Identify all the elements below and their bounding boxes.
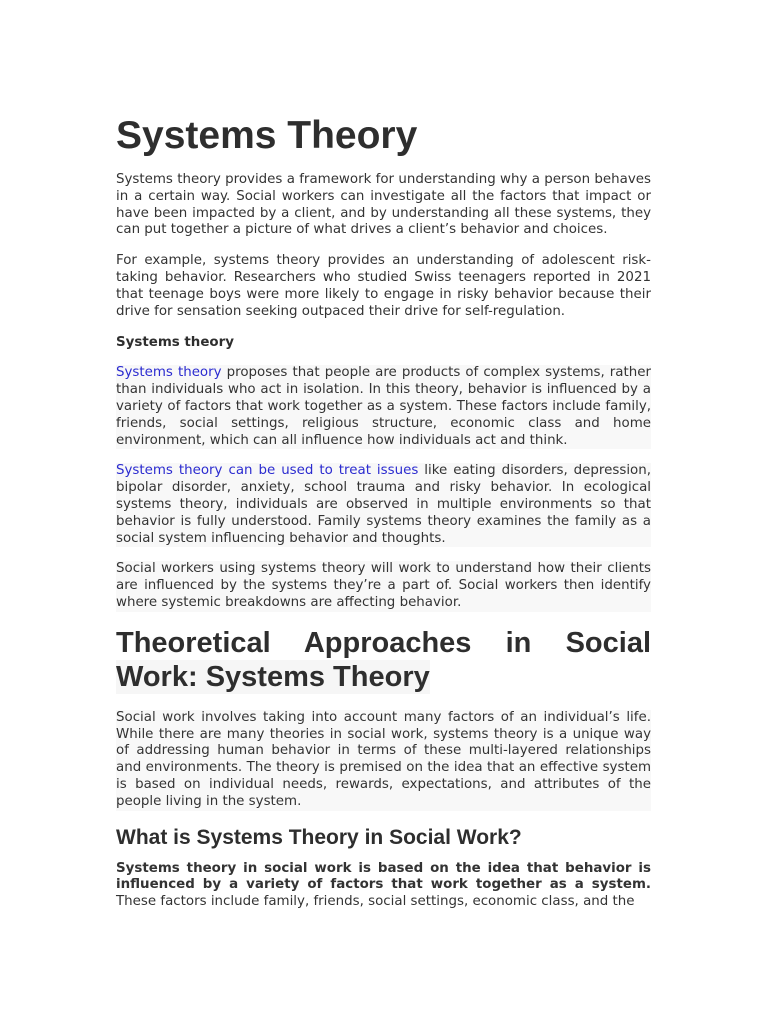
article-body [116, 112, 651, 925]
definition-text: proposes that people are products of complex systems, rather than individuals who act in isolation. In this theory, behavior is influenced by a variety of factors that work together as a system. These factors include family, friends, social settings, religious structure, economic class and home environment, which can all influence how individuals act and think. [116, 365, 651, 448]
section-heading-line2: Work: Systems Theory [116, 660, 430, 693]
intro-paragraph: Systems theory provides a framework for understanding why a person behaves in a certain way. Social workers can investigate all the factors that impact or have been impacted by a client, and by understanding all these systems, they can put together a picture of what drives a client’s behavior and choices. [116, 172, 651, 238]
page-title: Systems Theory [116, 114, 418, 157]
factors-text: These factors include family, friends, social settings, economic class, and the [116, 894, 635, 910]
issues-text: like eating disorders, depression, bipolar disorder, anxiety, school trauma and risky behavior. In ecological systems theory, individuals are observed in multiple environments so that behavior is fully understood. Family systems theory examines the family as a social system influencing behavior and thoughts. [116, 463, 651, 546]
section-label: Systems theory [116, 335, 234, 351]
issues-paragraph [116, 463, 651, 547]
definition-paragraph [116, 365, 651, 449]
social-work-paragraph: Social work involves taking into account many factors of an individual’s life. While there are many theories in social work, systems theory is a unique way of addressing human behavior in terms of these multi-layered relationships and environments. The theory is premised on the idea that an effective system is based on individual needs, rewards, expectations, and attributes of the people living in the system. [116, 709, 651, 809]
treat-issues-link[interactable]: Systems theory can be used to treat issues [116, 463, 419, 479]
bold-statement: Systems theory in social work is based on the idea that behavior is influenced by a variety of factors that work together as a system. [116, 860, 651, 893]
example-paragraph: For example, systems theory provides an understanding of adolescent risk-taking behavior. Researchers who studied Swiss teenagers reported in 2021 that teenage boys were more likely to engage in risky behavior because their drive for sensation seeking outpaced their drive for self-regulation. [116, 253, 651, 319]
section-heading [116, 626, 651, 694]
subsection-heading: What is Systems Theory in Social Work? [116, 825, 522, 849]
social-workers-paragraph: Social workers using systems theory will work to understand how their clients are influenced by the systems they’re a part of. Social workers then identify where systemic breakdowns are affecting behavior. [116, 561, 651, 610]
systems-theory-link[interactable]: Systems theory [116, 365, 222, 381]
section-heading-line1: Theoretical Approaches in Social [116, 626, 651, 659]
definition-bold-paragraph [116, 861, 651, 911]
